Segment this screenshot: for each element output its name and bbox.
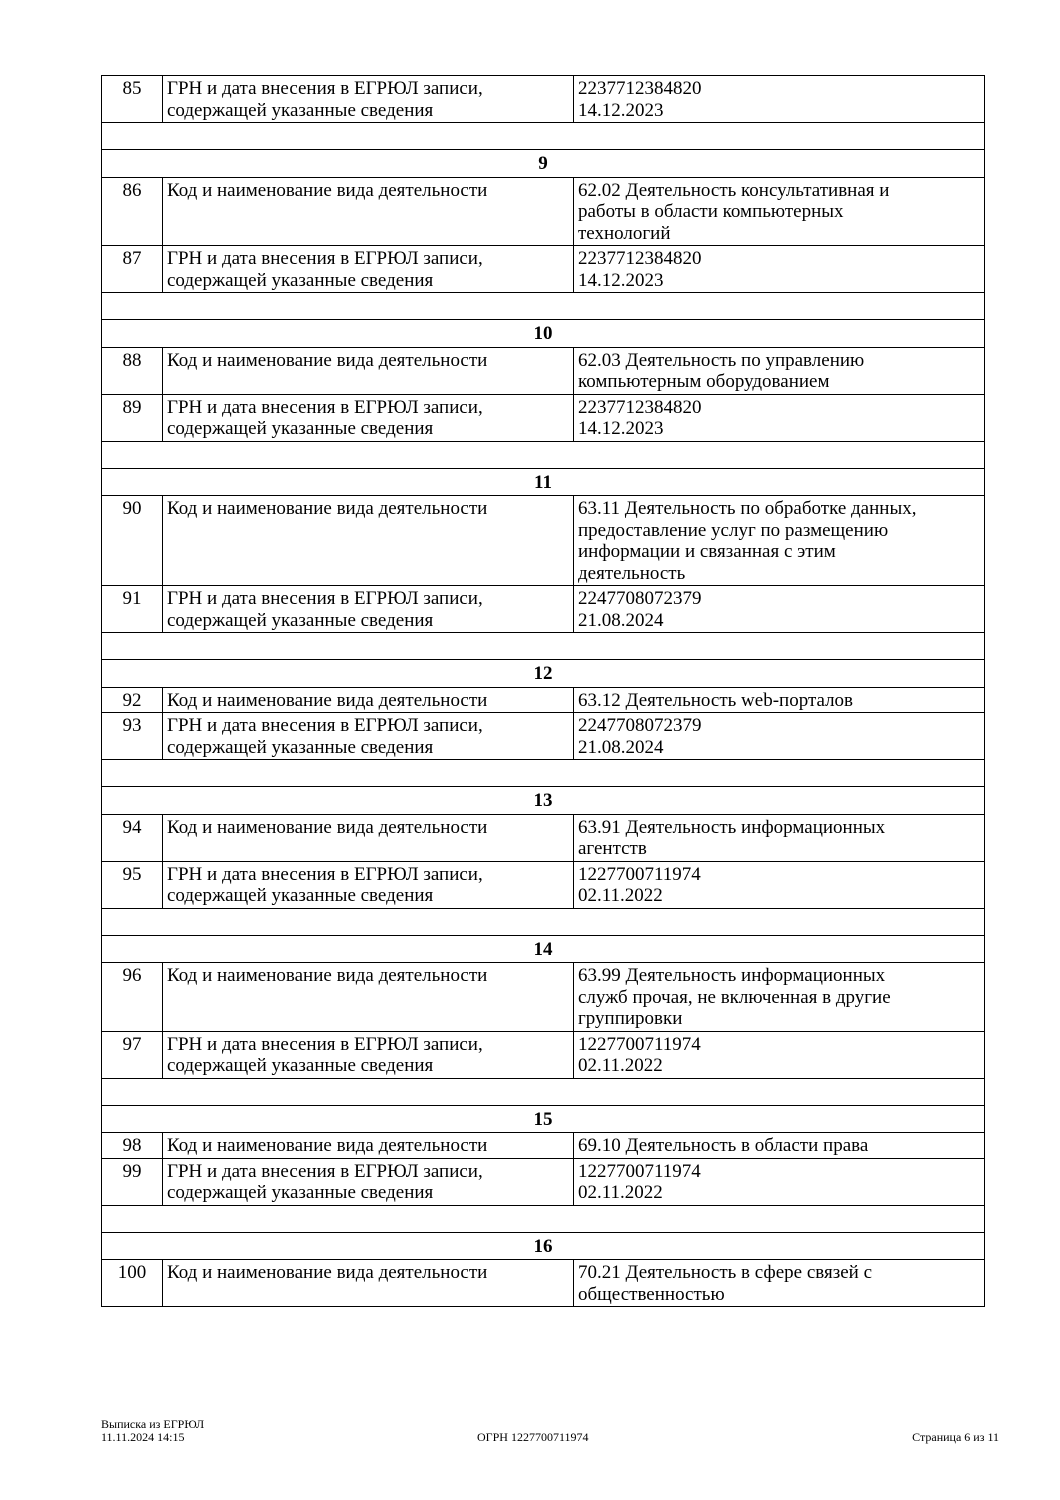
field-label-line: ГРН и дата внесения в ЕГРЮЛ записи, <box>167 588 483 609</box>
spacer-cell <box>102 123 985 150</box>
table-row <box>102 1260 985 1307</box>
spacer-cell <box>102 633 985 660</box>
field-label-line: ГРН и дата внесения в ЕГРЮЛ записи, <box>167 1033 483 1055</box>
field-label <box>163 687 574 713</box>
footer-doc-title: Выписка из ЕГРЮЛ <box>101 1417 205 1431</box>
section-header-row <box>102 935 985 963</box>
spacer-row <box>102 760 985 787</box>
field-value <box>574 1158 985 1205</box>
field-label <box>163 347 574 394</box>
spacer-cell <box>102 441 985 468</box>
spacer-cell <box>102 1078 985 1105</box>
table-row <box>102 586 985 633</box>
footer-datetime: 11.11.2024 14:15 <box>101 1430 185 1444</box>
field-value-line: 63.12 Деятельность web-порталов <box>578 689 854 711</box>
field-label-line: Код и наименование вида деятельности <box>167 689 488 711</box>
field-label-line: Код и наименование вида деятельности <box>167 179 488 201</box>
field-value-line: 2247708072379 <box>578 588 702 609</box>
section-number: 11 <box>102 468 985 496</box>
field-value <box>574 814 985 861</box>
field-value <box>574 687 985 713</box>
field-value-line: 1227700711974 <box>578 863 701 885</box>
field-label-line: Код и наименование вида деятельности <box>167 816 488 838</box>
spacer-cell <box>102 293 985 320</box>
field-label <box>163 177 574 246</box>
row-number: 89 <box>102 394 163 441</box>
field-value-line: компьютерным оборудованием <box>578 371 830 392</box>
field-value-line: 02.11.2022 <box>578 885 663 906</box>
spacer-cell <box>102 760 985 787</box>
spacer-cell <box>102 1205 985 1232</box>
section-header-row <box>102 468 985 496</box>
field-value-line: агентств <box>578 838 647 859</box>
field-label <box>163 713 574 760</box>
field-label <box>163 246 574 293</box>
field-label-line: ГРН и дата внесения в ЕГРЮЛ записи, <box>167 863 483 885</box>
field-value-line: предоставление услуг по размещению <box>578 519 889 541</box>
field-label-line: содержащей указанные сведения <box>167 609 434 631</box>
row-number: 95 <box>102 861 163 908</box>
field-label-line: Код и наименование вида деятельности <box>167 965 488 986</box>
field-value <box>574 347 985 394</box>
field-value <box>574 963 985 1032</box>
section-header-row <box>102 787 985 815</box>
table-row <box>102 177 985 246</box>
field-value-line: 02.11.2022 <box>578 1182 663 1203</box>
field-value-line: 70.21 Деятельность в сфере связей с <box>578 1262 873 1283</box>
field-value <box>574 496 985 586</box>
row-number: 98 <box>102 1133 163 1159</box>
field-value-line: 63.11 Деятельность по обработке данных, <box>578 498 917 519</box>
table-row <box>102 1158 985 1205</box>
field-label <box>163 1133 574 1159</box>
field-value-line: 21.08.2024 <box>578 609 664 631</box>
field-value-line: 2237712384820 <box>578 248 702 269</box>
field-value <box>574 586 985 633</box>
field-label <box>163 1260 574 1307</box>
egrul-extract-table <box>101 75 985 1307</box>
table-row <box>102 963 985 1032</box>
field-label-line: ГРН и дата внесения в ЕГРЮЛ записи, <box>167 715 483 736</box>
section-number: 14 <box>102 935 985 963</box>
field-label <box>163 814 574 861</box>
table-row <box>102 1133 985 1159</box>
field-value-line: 14.12.2023 <box>578 99 664 121</box>
field-value-line: 21.08.2024 <box>578 736 664 758</box>
section-header-row <box>102 320 985 348</box>
spacer-row <box>102 908 985 935</box>
field-value-line: общественностью <box>578 1283 725 1305</box>
field-value-line: 02.11.2022 <box>578 1055 663 1076</box>
field-value-line: 62.03 Деятельность по управлению <box>578 349 865 371</box>
section-number: 16 <box>102 1232 985 1260</box>
field-label-line: ГРН и дата внесения в ЕГРЮЛ записи, <box>167 1160 483 1182</box>
table-row <box>102 347 985 394</box>
field-value <box>574 713 985 760</box>
field-value-line: 69.10 Деятельность в области права <box>578 1135 869 1156</box>
row-number: 88 <box>102 347 163 394</box>
section-number: 13 <box>102 787 985 815</box>
field-label <box>163 76 574 123</box>
field-label-line: содержащей указанные сведения <box>167 269 434 291</box>
field-value-line: 62.02 Деятельность консультативная и <box>578 179 890 201</box>
row-number: 87 <box>102 246 163 293</box>
table-row <box>102 861 985 908</box>
field-label-line: содержащей указанные сведения <box>167 1182 434 1203</box>
field-label-line: содержащей указанные сведения <box>167 885 434 906</box>
field-value-line: группировки <box>578 1008 683 1029</box>
field-value <box>574 1260 985 1307</box>
field-label-line: Код и наименование вида деятельности <box>167 498 488 519</box>
row-number: 97 <box>102 1031 163 1078</box>
section-number: 10 <box>102 320 985 348</box>
field-value-line: 1227700711974 <box>578 1033 701 1055</box>
field-value-line: работы в области компьютерных <box>578 201 844 222</box>
field-value <box>574 394 985 441</box>
row-number: 90 <box>102 496 163 586</box>
row-number: 85 <box>102 76 163 123</box>
table-row <box>102 394 985 441</box>
field-value-line: служб прочая, не включенная в другие <box>578 986 891 1008</box>
spacer-row <box>102 1205 985 1232</box>
spacer-row <box>102 441 985 468</box>
table-row <box>102 246 985 293</box>
spacer-row <box>102 293 985 320</box>
section-header-row <box>102 1105 985 1133</box>
field-label-line: содержащей указанные сведения <box>167 418 434 439</box>
field-value-line: 2237712384820 <box>578 78 702 99</box>
field-label-line: ГРН и дата внесения в ЕГРЮЛ записи, <box>167 78 483 99</box>
field-label-line: содержащей указанные сведения <box>167 1055 434 1076</box>
field-label <box>163 496 574 586</box>
field-label-line: содержащей указанные сведения <box>167 99 434 121</box>
section-header-row <box>102 660 985 688</box>
table-row <box>102 814 985 861</box>
row-number: 100 <box>102 1260 163 1307</box>
section-number: 12 <box>102 660 985 688</box>
field-label <box>163 586 574 633</box>
field-value-line: 1227700711974 <box>578 1160 701 1182</box>
field-value-line: 63.99 Деятельность информационных <box>578 965 886 986</box>
spacer-row <box>102 1078 985 1105</box>
field-label <box>163 861 574 908</box>
table-row <box>102 496 985 586</box>
field-value <box>574 177 985 246</box>
field-label <box>163 1031 574 1078</box>
field-value <box>574 1031 985 1078</box>
row-number: 93 <box>102 713 163 760</box>
row-number: 86 <box>102 177 163 246</box>
section-number: 9 <box>102 150 985 178</box>
table-row <box>102 687 985 713</box>
row-number: 96 <box>102 963 163 1032</box>
field-value-line: 14.12.2023 <box>578 269 664 291</box>
field-value <box>574 246 985 293</box>
field-value-line: технологий <box>578 222 671 244</box>
row-number: 94 <box>102 814 163 861</box>
spacer-cell <box>102 908 985 935</box>
field-label-line: Код и наименование вида деятельности <box>167 349 488 371</box>
field-label-line: Код и наименование вида деятельности <box>167 1135 488 1156</box>
field-label-line: ГРН и дата внесения в ЕГРЮЛ записи, <box>167 248 483 269</box>
section-number: 15 <box>102 1105 985 1133</box>
field-value-line: деятельность <box>578 562 686 584</box>
field-value-line: информации и связанная с этим <box>578 541 836 562</box>
field-value <box>574 1133 985 1159</box>
field-label-line: Код и наименование вида деятельности <box>167 1262 488 1283</box>
table-row <box>102 713 985 760</box>
row-number: 92 <box>102 687 163 713</box>
field-value-line: 63.91 Деятельность информационных <box>578 816 886 838</box>
table-body <box>102 76 985 1307</box>
field-label <box>163 1158 574 1205</box>
spacer-row <box>102 123 985 150</box>
field-label-line: содержащей указанные сведения <box>167 736 434 758</box>
section-header-row <box>102 150 985 178</box>
row-number: 91 <box>102 586 163 633</box>
field-label-line: ГРН и дата внесения в ЕГРЮЛ записи, <box>167 396 483 418</box>
field-value <box>574 76 985 123</box>
field-label <box>163 963 574 1032</box>
table-row <box>102 76 985 123</box>
footer-ogrn: ОГРН 1227700711974 <box>477 1430 589 1444</box>
page-footer <box>101 1418 999 1448</box>
field-value-line: 2237712384820 <box>578 396 702 418</box>
spacer-row <box>102 633 985 660</box>
row-number: 99 <box>102 1158 163 1205</box>
footer-left <box>101 1418 204 1444</box>
section-header-row <box>102 1232 985 1260</box>
field-label <box>163 394 574 441</box>
field-value-line: 14.12.2023 <box>578 418 664 439</box>
table-row <box>102 1031 985 1078</box>
field-value-line: 2247708072379 <box>578 715 702 736</box>
field-value <box>574 861 985 908</box>
footer-page-number: Страница 6 из 11 <box>912 1430 999 1444</box>
